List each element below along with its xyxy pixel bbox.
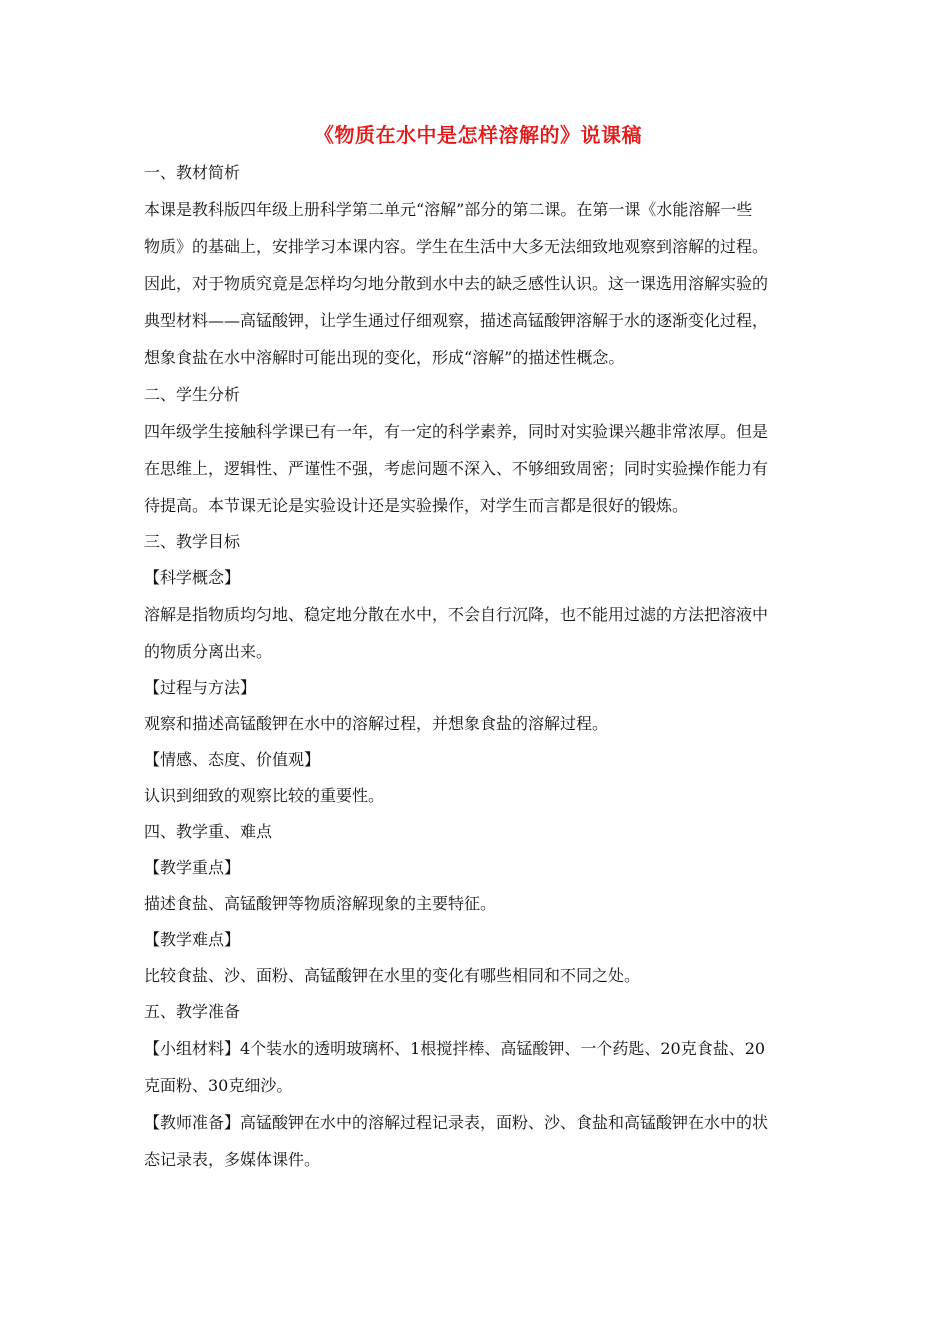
paragraph-line: 本课是教科版四年级上册科学第二单元“溶解”部分的第二课。在第一课《水能溶解一些	[144, 200, 753, 219]
section-heading-textbook-analysis: 一、教材简析	[144, 163, 241, 182]
paragraph-line: 观察和描述高锰酸钾在水中的溶解过程，并想象食盐的溶解过程。	[144, 714, 609, 733]
paragraph-line: 的物质分离出来。	[144, 642, 273, 661]
section-heading-key-difficult-points: 四、教学重、难点	[144, 822, 273, 841]
paragraph-line: 想象食盐在水中溶解时可能出现的变化，形成“溶解”的描述性概念。	[144, 348, 625, 367]
paragraph-line: 待提高。本节课无论是实验设计还是实验操作，对学生而言都是很好的锻炼。	[144, 496, 689, 515]
subheading-difficult-points: 【教学难点】	[144, 930, 241, 949]
section-heading-teaching-goals: 三、教学目标	[144, 532, 241, 551]
paragraph-line: 克面粉、30克细沙。	[144, 1076, 293, 1095]
paragraph-line: 描述食盐、高锰酸钾等物质溶解现象的主要特征。	[144, 894, 497, 913]
subheading-process-method: 【过程与方法】	[144, 678, 257, 697]
paragraph-line: 四年级学生接触科学课已有一年，有一定的科学素养，同时对实验课兴趣非常浓厚。但是	[144, 422, 769, 441]
section-heading-teaching-preparation: 五、教学准备	[144, 1002, 241, 1021]
paragraph-line: 物质》的基础上，安排学习本课内容。学生在生活中大多无法细致地观察到溶解的过程。	[144, 237, 769, 256]
paragraph-line: 在思维上，逻辑性、严谨性不强，考虑问题不深入、不够细致周密；同时实验操作能力有	[144, 459, 769, 478]
paragraph-line: 因此，对于物质究竟是怎样均匀地分散到水中去的缺乏感性认识。这一课选用溶解实验的	[144, 274, 769, 293]
paragraph-line: 比较食盐、沙、面粉、高锰酸钾在水里的变化有哪些相同和不同之处。	[144, 966, 641, 985]
paragraph-line-teacher-preparation: 【教师准备】高锰酸钾在水中的溶解过程记录表，面粉、沙、食盐和高锰酸钾在水中的状	[144, 1113, 769, 1132]
paragraph-line: 态记录表，多媒体课件。	[144, 1150, 321, 1169]
subheading-key-points: 【教学重点】	[144, 858, 241, 877]
document-page	[144, 120, 812, 1178]
paragraph-line: 溶解是指物质均匀地、稳定地分散在水中，不会自行沉降，也不能用过滤的方法把溶液中	[144, 605, 769, 624]
document-title: 《物质在水中是怎样溶解的》说课稿	[314, 123, 642, 147]
subheading-science-concept: 【科学概念】	[144, 568, 241, 587]
paragraph-line-group-materials: 【小组材料】4个装水的透明玻璃杯、1根搅拌棒、高锰酸钾、一个药匙、20克食盐、20	[144, 1039, 766, 1058]
paragraph-line: 典型材料——高锰酸钾，让学生通过仔细观察，描述高锰酸钾溶解于水的逐渐变化过程，	[144, 311, 769, 330]
subheading-emotion-attitude-values: 【情感、态度、价值观】	[144, 750, 321, 769]
section-heading-student-analysis: 二、学生分析	[144, 385, 241, 404]
paragraph-line: 认识到细致的观察比较的重要性。	[144, 786, 385, 805]
